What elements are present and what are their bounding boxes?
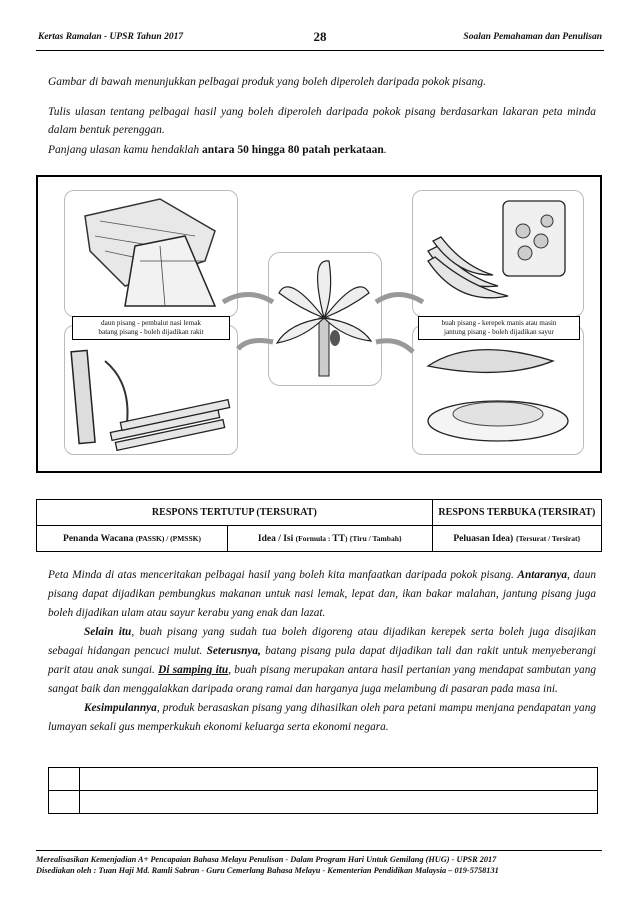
essay-paragraph-3: Kesimpulannya, produk berasaskan pisang yang dihasilkan oleh para petani mampu menjana pendapatan yang lumayan sekali gus memperkukuh ekonomi keluarga serta ekonomi negara. xyxy=(48,702,596,733)
open-response-header: RESPONS TERBUKA (TERSIRAT) xyxy=(432,500,601,526)
essay-paragraph-1: Peta Minda di atas menceritakan pelbagai hasil yang boleh kita manfaatkan daripada pokok pisang. Antaranya, daun pisang dapat dijadikan pembungkus makanan untuk nasi lemak, lepat dan, ikan bakar malahan, jantung pisang juga boleh dijadikan ulam atau sayur kerabu yang enak dan lazat. xyxy=(48,569,596,619)
header-right-text: Soalan Pemahaman dan Penulisan xyxy=(463,32,602,42)
answer-line-number xyxy=(49,791,80,814)
model-essay xyxy=(48,566,596,737)
idea-cell: Idea / Isi (Formula : TT) {Tiru / Tambah} xyxy=(228,526,433,552)
header-left-text: Kertas Ramalan - UPSR Tahun 2017 xyxy=(38,32,184,42)
essay-paragraph-2: Selain itu, buah pisang yang sudah tua boleh digoreng atau dijadikan kerepek serta boleh juga disajikan sebagai hidangan pencuci mulut. Seterusnya, batang pisang pula dapat dijadikan tali dan rakit untuk menyeberangi parit atau anak sungai. Di samping itu, buah pisang merupakan antara hasil pertanian yang mendapat sambutan yang sangat baik dan menggalakkan daripada orang ramai dan harganya juga melambung di pasaran pada masa ini. xyxy=(48,626,596,695)
instruction-1: Gambar di bawah menunjukkan pelbagai produk yang boleh diperoleh daripada pokok pisang. xyxy=(48,76,487,88)
word-count-requirement: antara 50 hingga 80 patah perkataan xyxy=(201,144,384,156)
page-footer xyxy=(36,850,602,876)
idea-extension-cell: Peluasan Idea) {Tersurat / Tersirat} xyxy=(432,526,601,552)
discourse-marker-cell: Penanda Wacana (PASSK) / (PMSSK) xyxy=(37,526,228,552)
response-table xyxy=(36,499,602,552)
page-header xyxy=(36,28,604,51)
answer-line[interactable] xyxy=(80,768,598,791)
closed-response-header: RESPONS TERTUTUP (TERSURAT) xyxy=(37,500,433,526)
footer-line-2: Disediakan oleh : Tuan Haji Md. Ramli Sabran - Guru Cemerlang Bahasa Melayu - Kementerian Pendidikan Malaysia – 019-5758131 xyxy=(36,866,499,875)
mind-map-figure xyxy=(36,175,602,473)
label-left: daun pisang - pembalut nasi lemak batang pisang - boleh dijadikan rakit xyxy=(72,316,230,340)
label-right: buah pisang - kerepek manis atau masin jantung pisang - boleh dijadikan sayur xyxy=(418,316,580,340)
page-number: 28 xyxy=(313,29,327,44)
answer-line[interactable] xyxy=(80,791,598,814)
answer-line-number xyxy=(49,768,80,791)
footer-line-1: Merealisasikan Kemenjadian A+ Pencapaian Bahasa Melayu Penulisan - Dalam Program Hari Untuk Gemilang (HUG) - UPSR 2017 xyxy=(36,855,497,864)
instruction-2: Tulis ulasan tentang pelbagai hasil yang boleh diperoleh daripada pokok pisang berdasarkan lakaran peta minda dalam bentuk perenggan. xyxy=(48,106,596,136)
answer-lines-table xyxy=(48,767,598,814)
instruction-3: Panjang ulasan kamu hendaklah antara 50 hingga 80 patah perkataan. xyxy=(48,144,387,156)
